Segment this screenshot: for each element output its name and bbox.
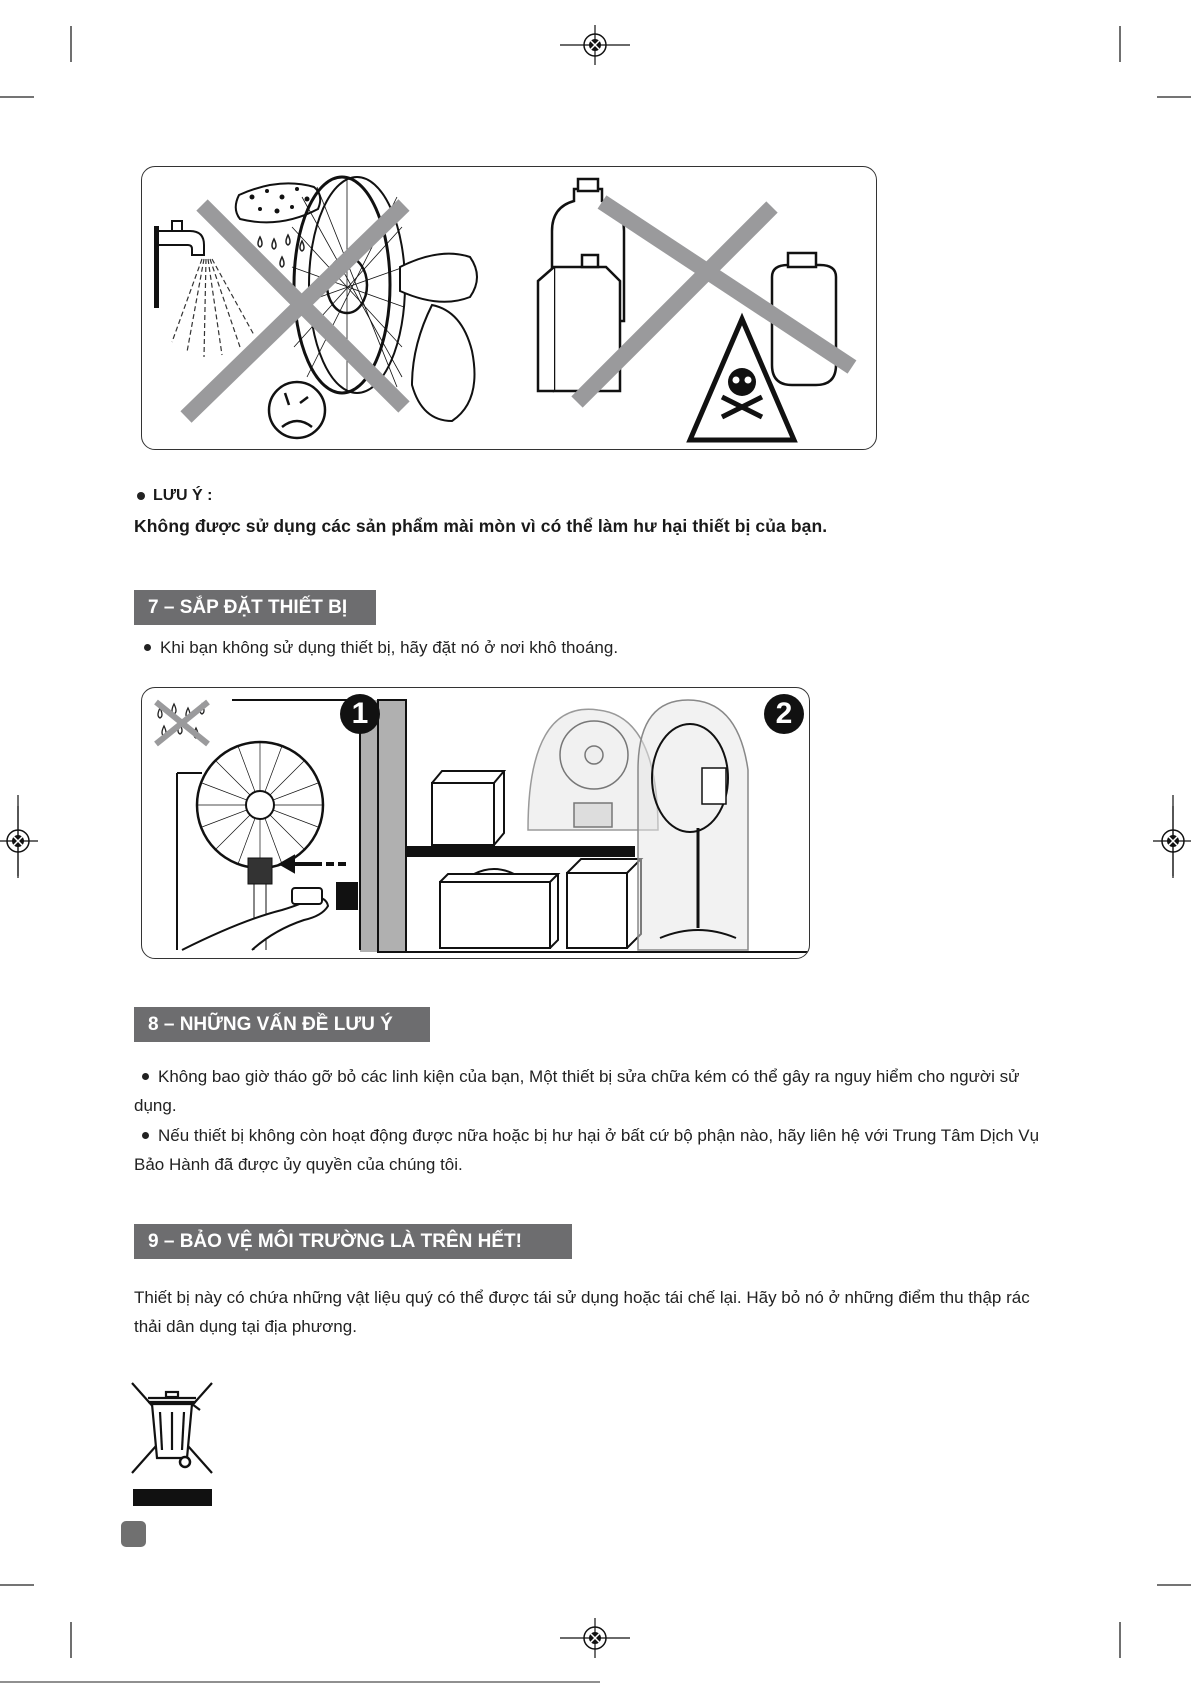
note-text: Không được sử dụng các sản phẩm mài mòn vì có thể làm hư hại thiết bị của bạn. [134, 516, 828, 536]
section-8-bullet-1: Không bao giờ tháo gỡ bỏ các linh kiện của bạn, Một thiết bị sửa chữa kém có thể gây ra nguy hiểm cho người sử dụng. [134, 1062, 1059, 1120]
section-9-text: Thiết bị này có chứa những vật liệu quý có thể được tái sử dụng hoặc tái chế lại. Hãy bỏ nó ở những điểm thu thập rác thải dân dụng tại địa phương. [134, 1288, 1030, 1336]
prohibition-cross-icon [156, 702, 208, 744]
step-2-badge: 2 [764, 694, 804, 734]
storage-illustration [141, 687, 810, 959]
registration-mark-icon [1153, 806, 1191, 876]
sad-face-icon [269, 382, 325, 438]
bullet-dot [137, 492, 145, 500]
registration-mark-icon [560, 1618, 630, 1658]
section-7-heading: 7 – SẮP ĐẶT THIẾT BỊ [134, 590, 376, 625]
cleaning-warning-illustration [141, 166, 877, 450]
step-1-badge: 1 [340, 694, 380, 734]
crossed-out-wheelie-bin-icon [130, 1380, 214, 1475]
section-8-bullet-2: Nếu thiết bị không còn hoạt động được nữa hoặc bị hư hại ở bất cứ bộ phận nào, hãy liên hệ với Trung Tâm Dịch Vụ Bảo Hành đã được ủy quyền của chúng tôi. [134, 1121, 1059, 1179]
weee-underline-bar [133, 1489, 212, 1506]
registration-mark-icon [560, 25, 630, 65]
page-marker [121, 1521, 146, 1547]
note-title [137, 487, 213, 505]
covered-standing-fan-icon [638, 700, 748, 950]
section-7-bullet: Khi bạn không sử dụng thiết bị, hãy đặt nó ở nơi khô thoáng. [136, 633, 936, 662]
sponge-icon [236, 183, 321, 222]
note-title-text: LƯU Ý : [153, 487, 213, 504]
water-tap-icon [155, 221, 204, 307]
registration-mark-icon [0, 806, 38, 876]
section-9-heading: 9 – BẢO VỆ MÔI TRƯỜNG LÀ TRÊN HẾT! [134, 1224, 572, 1259]
water-spray-icon [172, 259, 254, 357]
section-8-heading: 8 – NHỮNG VẤN ĐỀ LƯU Ý [134, 1007, 430, 1042]
